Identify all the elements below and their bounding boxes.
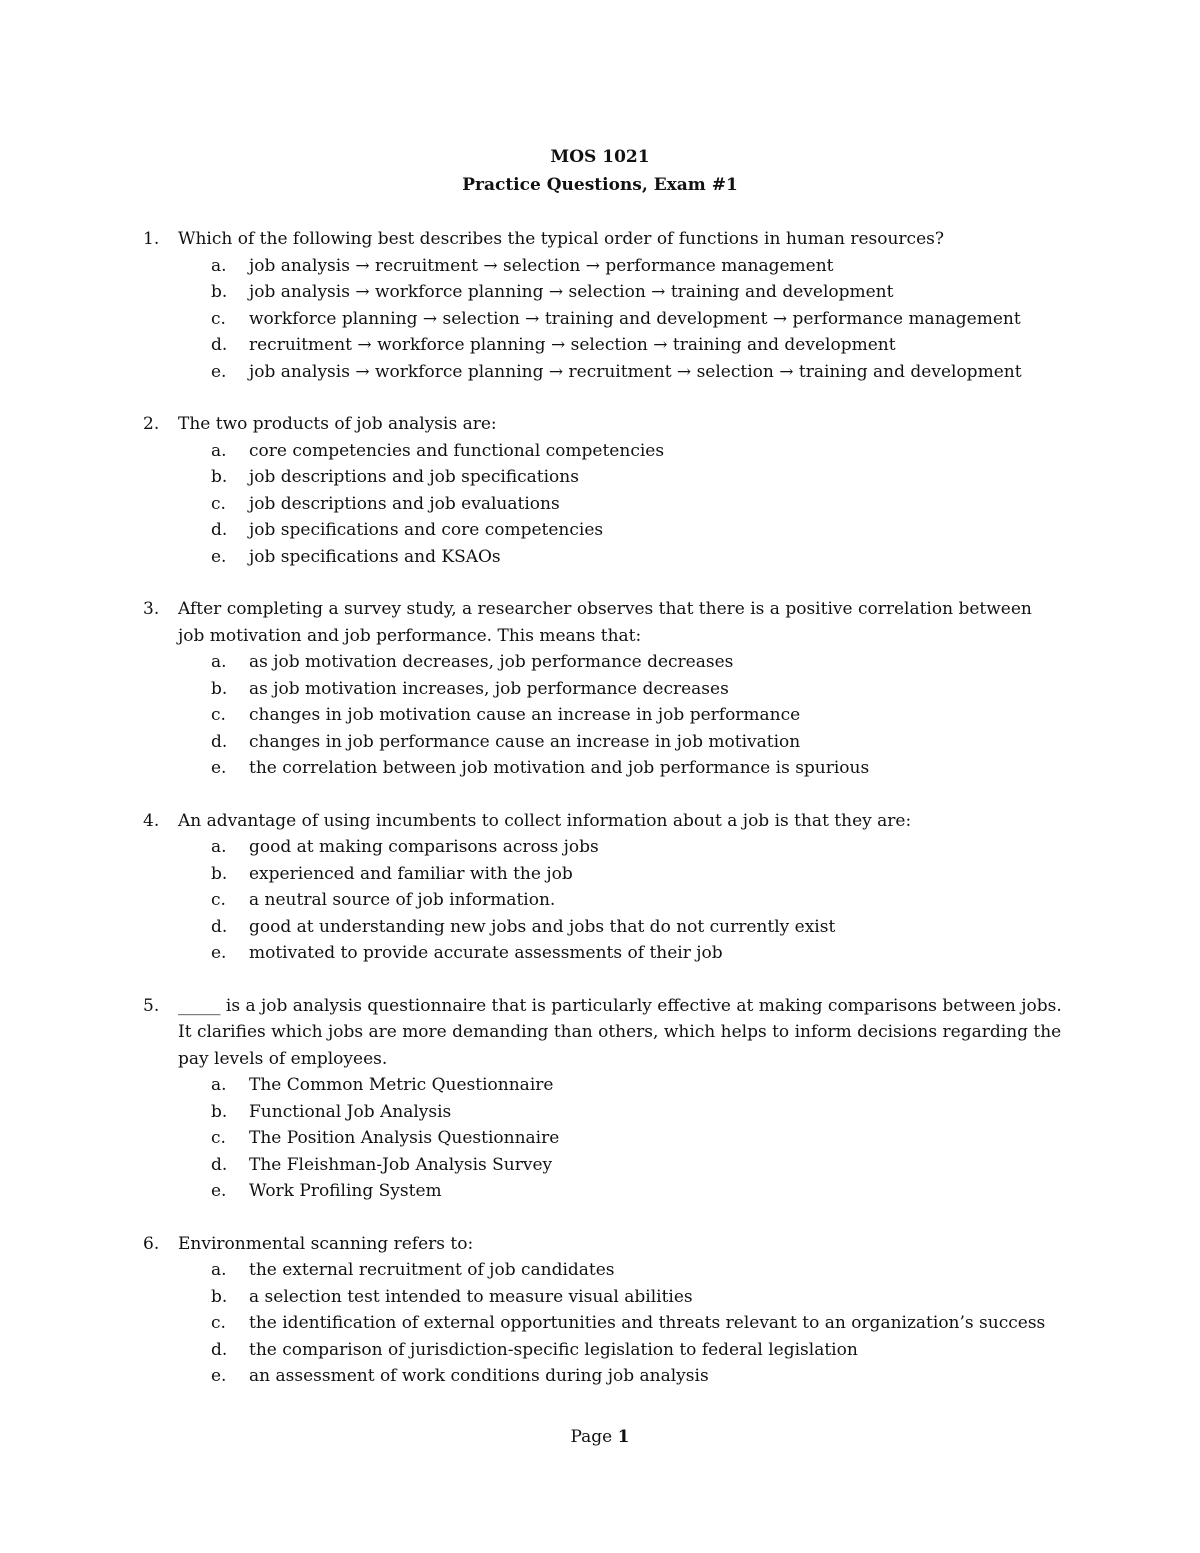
option-letter: c.	[211, 1128, 226, 1148]
option-text: the correlation between job motivation and job performance is spurious	[249, 758, 870, 778]
option-e	[211, 359, 1063, 386]
option-text: Functional Job Analysis	[249, 1101, 452, 1122]
document-title: Practice Questions, Exam #1	[462, 175, 738, 195]
option-d	[211, 1152, 1063, 1179]
question-2	[143, 411, 1063, 570]
option-b	[211, 861, 1063, 888]
option-letter: e.	[211, 1366, 227, 1386]
option-text: The Common Metric Questionnaire	[249, 1075, 554, 1095]
question-text: Environmental scanning refers to:	[178, 1233, 474, 1254]
document-header	[0, 143, 1200, 199]
option-a	[211, 253, 1063, 280]
option-text: job descriptions and job specifications	[249, 467, 579, 487]
option-text: good at making comparisons across jobs	[249, 837, 599, 857]
option-text: changes in job performance cause an increase in job motivation	[249, 731, 801, 752]
option-text: a selection test intended to measure visual abilities	[249, 1286, 693, 1307]
option-letter: e.	[211, 546, 227, 567]
option-a	[211, 438, 1063, 465]
option-letter: c.	[211, 1313, 226, 1333]
option-text: workforce planning → selection → training and development → performance management	[249, 308, 1021, 329]
option-text: Work Profiling System	[249, 1181, 442, 1201]
page-footer	[0, 1424, 1200, 1450]
question-number: 5.	[143, 995, 160, 1016]
option-c	[211, 306, 1063, 333]
option-text: the identification of external opportunities and threats relevant to an organization’s success	[249, 1313, 1046, 1333]
option-c	[211, 887, 1063, 914]
option-letter: d.	[211, 520, 228, 540]
question-list	[143, 226, 1063, 1416]
option-letter: c.	[211, 705, 226, 725]
option-letter: c.	[211, 308, 226, 329]
option-letter: e.	[211, 361, 227, 382]
option-c	[211, 491, 1063, 518]
option-d	[211, 914, 1063, 941]
option-letter: c.	[211, 890, 226, 910]
option-b	[211, 1284, 1063, 1311]
option-c	[211, 1125, 1063, 1152]
question-text: After completing a survey study, a researcher observes that there is a positive correlation between job motivation and job performance. This means that:	[178, 599, 1032, 646]
option-text: motivated to provide accurate assessments of their job	[249, 943, 723, 963]
option-letter: d.	[211, 1339, 228, 1360]
option-a	[211, 1072, 1063, 1099]
option-text: core competencies and functional competencies	[249, 440, 665, 461]
option-b	[211, 464, 1063, 491]
question-number: 1.	[143, 229, 160, 249]
option-letter: b.	[211, 467, 228, 487]
option-text: as job motivation decreases, job performance decreases	[249, 652, 734, 672]
question-number: 4.	[143, 810, 160, 831]
option-text: The Fleishman-Job Analysis Survey	[249, 1154, 553, 1175]
option-a	[211, 834, 1063, 861]
option-e	[211, 1178, 1063, 1205]
option-e	[211, 940, 1063, 967]
option-a	[211, 649, 1063, 676]
option-text: job analysis → workforce planning → recruitment → selection → training and development	[249, 361, 1022, 382]
option-letter: b.	[211, 678, 228, 699]
option-letter: c.	[211, 493, 226, 514]
option-b	[211, 1099, 1063, 1126]
question-5	[143, 993, 1063, 1205]
option-letter: d.	[211, 1154, 228, 1175]
option-text: job analysis → workforce planning → selection → training and development	[249, 282, 894, 302]
option-text: job specifications and KSAOs	[249, 546, 501, 567]
option-c	[211, 702, 1063, 729]
option-b	[211, 279, 1063, 306]
option-letter: b.	[211, 863, 228, 884]
question-number: 6.	[143, 1233, 160, 1254]
option-letter: a.	[211, 440, 227, 461]
option-e	[211, 1363, 1063, 1390]
question-text: Which of the following best describes the typical order of functions in human resources?	[178, 229, 944, 249]
question-text: An advantage of using incumbents to collect information about a job is that they are:	[178, 810, 912, 831]
option-letter: a.	[211, 1075, 227, 1095]
option-text: a neutral source of job information.	[249, 890, 556, 910]
option-letter: a.	[211, 1260, 227, 1280]
page-number: 1	[617, 1427, 630, 1447]
option-letter: d.	[211, 335, 228, 355]
question-6	[143, 1231, 1063, 1390]
option-letter: a.	[211, 652, 227, 672]
option-text: job analysis → recruitment → selection → performance management	[249, 255, 834, 276]
option-text: good at understanding new jobs and jobs that do not currently exist	[249, 916, 836, 937]
option-letter: e.	[211, 943, 227, 963]
option-a	[211, 1257, 1063, 1284]
option-letter: d.	[211, 731, 228, 752]
question-1	[143, 226, 1063, 385]
option-letter: a.	[211, 837, 227, 857]
option-d	[211, 1337, 1063, 1364]
option-text: job specifications and core competencies	[249, 520, 604, 540]
option-text: experienced and familiar with the job	[249, 863, 573, 884]
option-letter: b.	[211, 1286, 228, 1307]
option-letter: a.	[211, 255, 227, 276]
option-e	[211, 755, 1063, 782]
option-text: recruitment → workforce planning → selection → training and development	[249, 335, 896, 355]
option-d	[211, 517, 1063, 544]
question-number: 3.	[143, 599, 160, 619]
option-text: changes in job motivation cause an increase in job performance	[249, 705, 801, 725]
option-letter: e.	[211, 1181, 227, 1201]
option-text: job descriptions and job evaluations	[249, 493, 560, 514]
option-b	[211, 676, 1063, 703]
option-text: an assessment of work conditions during job analysis	[249, 1366, 709, 1386]
question-text: _____ is a job analysis questionnaire that is particularly effective at making comparisons between jobs. It clarifies which jobs are more demanding than others, which helps to inform decisions regarding the pay levels of employees.	[178, 995, 1062, 1069]
option-d	[211, 332, 1063, 359]
option-text: the external recruitment of job candidates	[249, 1260, 615, 1280]
option-letter: d.	[211, 916, 228, 937]
option-letter: e.	[211, 758, 227, 778]
question-text: The two products of job analysis are:	[178, 414, 497, 434]
option-e	[211, 544, 1063, 571]
option-letter: b.	[211, 1101, 228, 1122]
option-letter: b.	[211, 282, 228, 302]
page-label: Page	[570, 1427, 613, 1447]
question-number: 2.	[143, 414, 160, 434]
question-3	[143, 596, 1063, 782]
option-d	[211, 729, 1063, 756]
course-code: MOS 1021	[550, 147, 650, 167]
question-4	[143, 808, 1063, 967]
option-c	[211, 1310, 1063, 1337]
option-text: the comparison of jurisdiction-specific legislation to federal legislation	[249, 1339, 858, 1360]
option-text: as job motivation increases, job performance decreases	[249, 678, 729, 699]
option-text: The Position Analysis Questionnaire	[249, 1128, 560, 1148]
